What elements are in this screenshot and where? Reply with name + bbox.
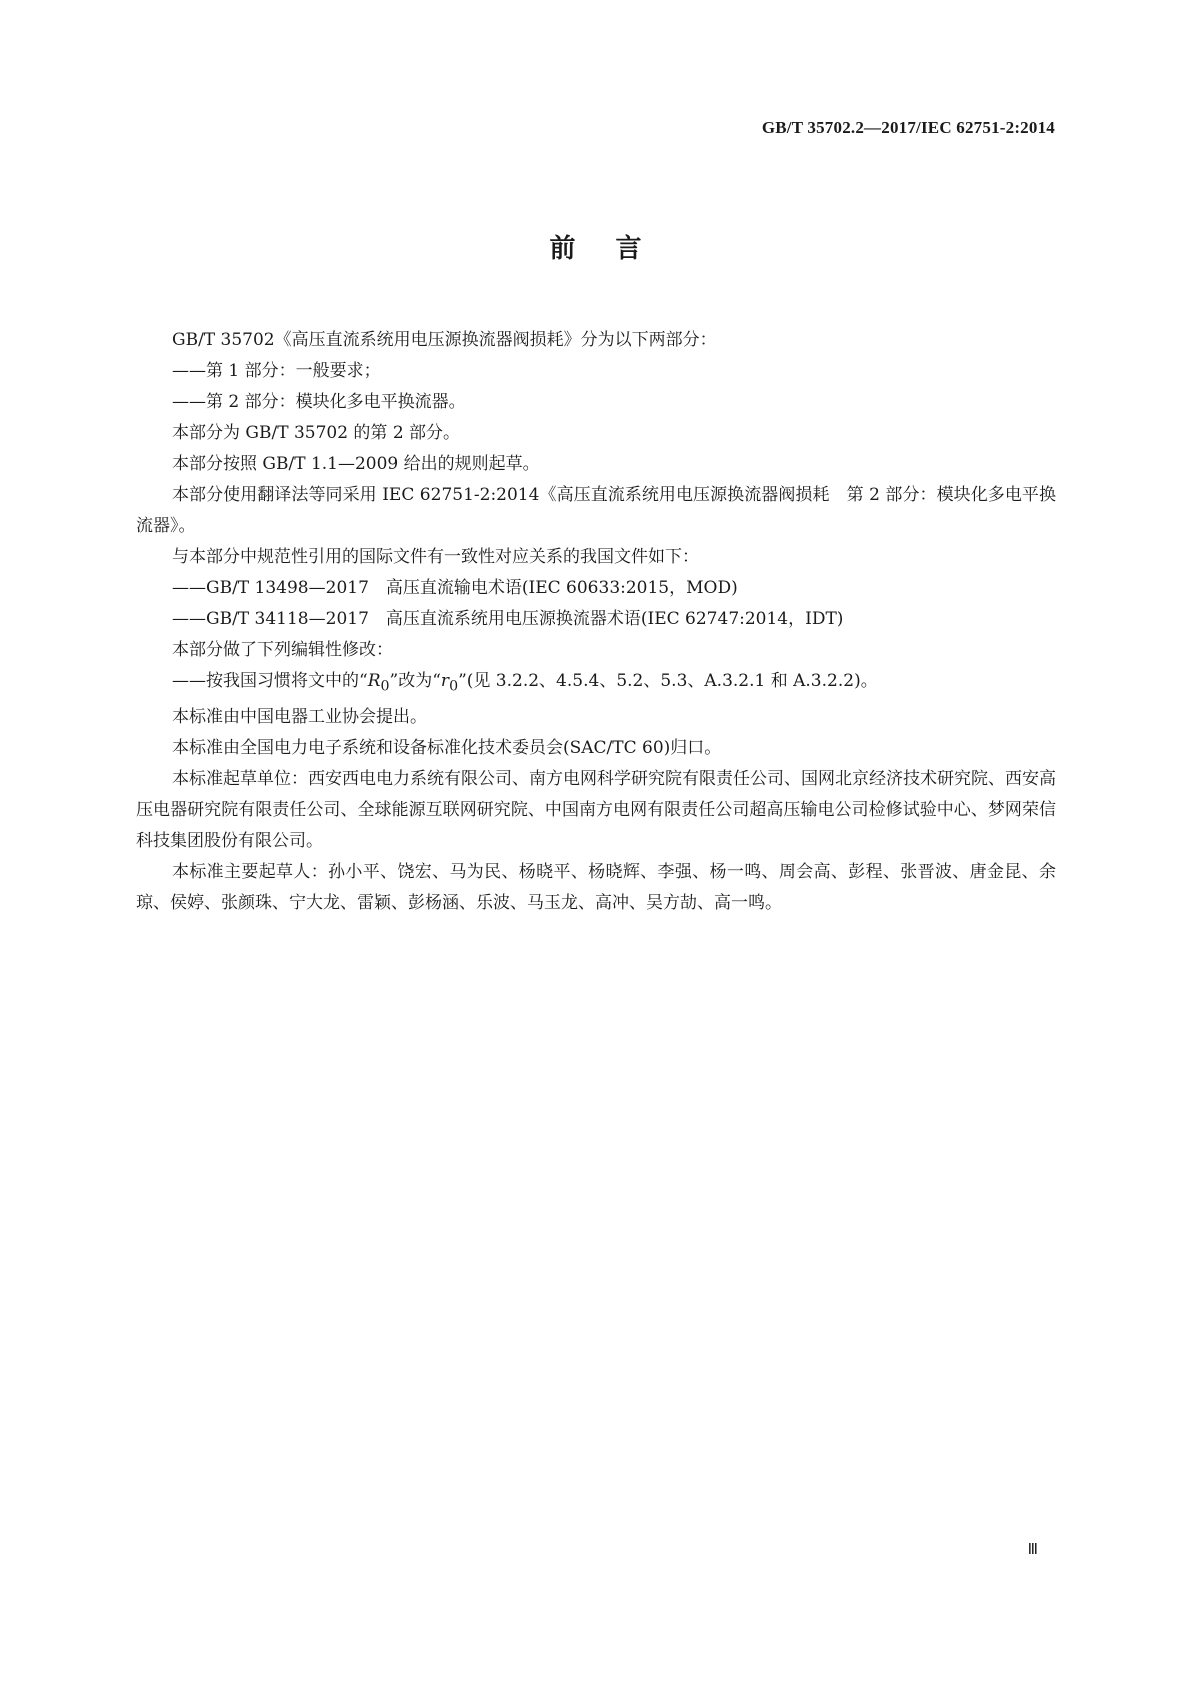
item-prefix: ——按我国习惯将文中的“	[172, 671, 368, 691]
item-middle: ”改为“	[389, 671, 441, 691]
paragraph: 本标准起草单位：西安西电电力系统有限公司、南方电网科学研究院有限责任公司、国网北京经济技术研究院、西安高压电器研究院有限责任公司、全球能源互联网研究院、中国南方电网有限责任公司超高压输电公司检修试验中心、梦网荣信科技集团股份有限公司。	[136, 769, 1056, 852]
paragraph: 本标准由全国电力电子系统和设备标准化技术委员会(SAC/TC 60)归口。	[172, 738, 722, 759]
paragraph: 本部分做了下列编辑性修改：	[172, 640, 393, 660]
paragraph: 与本部分中规范性引用的国际文件有一致性对应关系的我国文件如下：	[172, 547, 699, 567]
subscript-to: 0	[449, 678, 459, 695]
standard-code: GB/T 35702.2—2017/IEC 62751-2:2014	[761, 118, 1055, 137]
paragraph: 本标准由中国电器工业协会提出。	[172, 707, 427, 728]
page-title: 前言	[549, 234, 682, 264]
subscript-from: 0	[380, 678, 390, 695]
symbol-to: r	[440, 671, 450, 691]
symbol-from: R	[367, 671, 381, 691]
paragraph: 本部分按照 GB/T 1.1—2009 给出的规则起草。	[172, 454, 540, 474]
item-suffix: ”(见 3.2.2、4.5.4、5.2、5.3、A.3.2.1 和 A.3.2.2)。	[458, 671, 878, 691]
paragraph: 本部分为 GB/T 35702 的第 2 部分。	[172, 423, 461, 443]
paragraph: 本部分使用翻译法等同采用 IEC 62751-2:2014《高压直流系统用电压源换流器阀损耗 第 2 部分：模块化多电平换流器》。	[136, 485, 1056, 536]
page-number: Ⅲ	[1027, 1542, 1038, 1558]
list-item: ——GB/T 13498—2017 高压直流输电术语(IEC 60633:2015，MOD)	[172, 578, 738, 598]
list-item: ——第 2 部分：模块化多电平换流器。	[172, 392, 466, 412]
paragraph: 本标准主要起草人：孙小平、饶宏、马为民、杨晓平、杨晓辉、李强、杨一鸣、周会高、彭程、张晋波、唐金昆、余琼、侯婷、张颜珠、宁大龙、雷颖、彭杨涵、乐波、马玉龙、高冲、吴方劼、高一鸣。	[136, 862, 1056, 914]
list-item	[136, 666, 1056, 702]
paragraph: GB/T 35702《高压直流系统用电压源换流器阀损耗》分为以下两部分：	[172, 330, 717, 350]
document-body	[136, 325, 1056, 919]
list-item: ——第 1 部分：一般要求；	[172, 361, 381, 381]
list-item: ——GB/T 34118—2017 高压直流系统用电压源换流器术语(IEC 62747:2014，IDT)	[172, 609, 844, 629]
